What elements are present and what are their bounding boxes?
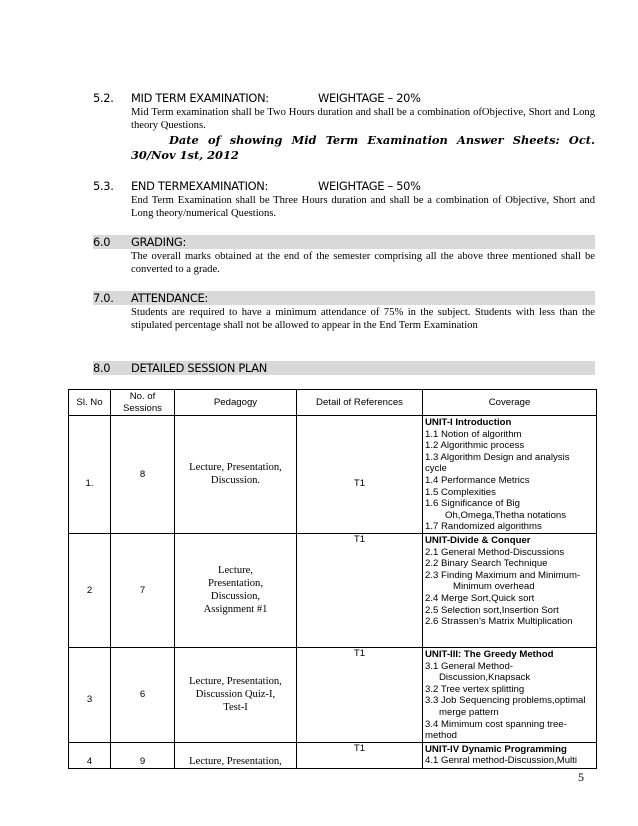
reference-cell: T1 — [297, 533, 423, 647]
section-number: 8.0 — [93, 361, 111, 375]
sl-cell: 1. — [69, 416, 111, 534]
table-header-row — [69, 390, 597, 416]
topic-item: Oh,Omega,Thetha notations — [445, 509, 567, 521]
topic-item: merge pattern — [439, 706, 499, 718]
section-weightage: WEIGHTAGE – 20% — [318, 91, 421, 105]
header-references: Detail of References — [297, 390, 423, 416]
header-coverage: Coverage — [423, 390, 597, 416]
pedagogy-cell: Lecture, Presentation, — [175, 742, 297, 768]
table-row — [69, 647, 597, 742]
section-heading — [93, 91, 595, 105]
section-title: MID TERM EXAMINATION: — [131, 91, 269, 105]
section-body: End Term Examination shall be Three Hours duration and shall be a combination of Objective, Short and Long theory/numerical Questions. — [131, 195, 595, 220]
pedagogy-cell: Lecture, Presentation, Discussion. — [175, 416, 297, 534]
topic-item: 3.3 Job Sequencing problems,optimal — [425, 695, 586, 707]
unit-title: UNIT-IV Dynamic Programming — [425, 743, 567, 755]
topic-item: 2.6 Strassen’s Matrix Multiplication — [425, 616, 573, 628]
section-heading — [93, 235, 595, 249]
section-heading — [93, 291, 595, 305]
topic-item: 2.4 Merge Sort,Quick sort — [425, 592, 535, 604]
topic-item: Minimum overhead — [453, 581, 535, 593]
section-session-plan — [93, 361, 595, 375]
header-sl-no: Sl. No — [69, 390, 111, 416]
section-mid-term — [93, 91, 595, 163]
header-sessions: No. of Sessions — [111, 390, 175, 416]
sessions-cell: 9 — [111, 742, 175, 768]
session-plan-table — [68, 389, 597, 769]
topic-item: 1.2 Algorithmic process — [425, 440, 525, 452]
section-attendance — [93, 291, 595, 333]
topic-item: 1.5 Complexities — [425, 486, 496, 498]
unit-title: UNIT-I Introduction — [425, 417, 512, 428]
topic-item: 1.3 Algorithm Design and analysis cycle — [425, 451, 570, 475]
topic-item: 1.6 Significance of Big — [425, 498, 520, 510]
sessions-cell: 7 — [111, 533, 175, 647]
reference-cell: T1 — [297, 416, 423, 534]
reference-cell: T1 — [297, 742, 423, 768]
section-heading — [93, 361, 595, 375]
topic-item: 2.2 Binary Search Technique — [425, 558, 548, 570]
section-number: 5.3. — [93, 179, 114, 193]
section-number: 7.0. — [93, 291, 114, 305]
section-body: Students are required to have a minimum attendance of 75% in the subject. Students with less than the stipulated percentage shall not be allowed to appear in the End Term Examination — [131, 307, 595, 332]
section-title: DETAILED SESSION PLAN — [131, 361, 267, 375]
topic-item: 1.1 Notion of algorithm — [425, 428, 522, 440]
section-heading — [93, 179, 595, 193]
section-title: GRADING: — [131, 235, 186, 249]
topic-item: Discussion,Knapsack — [439, 672, 531, 684]
table-row — [69, 533, 597, 647]
sl-cell: 4 — [69, 742, 111, 768]
pedagogy-cell: Lecture, Presentation, Discussion Quiz-I, Test-I — [175, 647, 297, 742]
topic-item: 3.2 Tree vertex splitting — [425, 683, 525, 695]
sl-cell: 3 — [69, 647, 111, 742]
section-number: 5.2. — [93, 91, 114, 105]
table-row — [69, 416, 597, 534]
topic-item: 1.4 Performance Metrics — [425, 474, 530, 486]
section-weightage: WEIGHTAGE – 50% — [318, 179, 421, 193]
sessions-cell: 6 — [111, 647, 175, 742]
answer-sheet-date-note: Date of showing Mid Term Examination Answer Sheets: Oct. 30/Nov 1st, 2012 — [131, 132, 595, 162]
coverage-cell — [423, 533, 597, 647]
unit-title: UNIT-III: The Greedy Method — [425, 648, 554, 660]
sessions-cell: 8 — [111, 416, 175, 534]
table-row — [69, 742, 597, 768]
topic-item: 2.1 General Method-Discussions — [425, 546, 565, 558]
section-title: END TERMEXAMINATION: — [131, 179, 269, 193]
section-end-term — [93, 179, 595, 221]
section-number: 6.0 — [93, 235, 111, 249]
topic-item: 3.4 Mimimum cost spanning tree-method — [425, 718, 567, 742]
topic-item: 2.3 Finding Maximum and Minimum- — [425, 569, 581, 581]
unit-title: UNIT-Divide & Conquer — [425, 534, 531, 546]
coverage-cell — [423, 647, 597, 742]
section-title: ATTENDANCE: — [131, 291, 208, 305]
page-number: 5 — [578, 770, 584, 784]
coverage-cell — [423, 742, 597, 768]
section-grading — [93, 235, 595, 277]
sl-cell: 2 — [69, 533, 111, 647]
topic-item: 1.7 Randomized algorithms — [425, 521, 542, 533]
topic-item: 3.1 General Method- — [425, 660, 513, 672]
coverage-cell — [423, 416, 597, 534]
reference-cell: T1 — [297, 647, 423, 742]
topic-item: 2.5 Selection sort,Insertion Sort — [425, 604, 559, 616]
header-pedagogy: Pedagogy — [175, 390, 297, 416]
section-body: Mid Term examination shall be Two Hours duration and shall be a combination ofObjective, Short and Long theory Questions. — [131, 107, 595, 132]
topic-item: 4.1 Genral method-Discussion,Multi — [425, 755, 577, 767]
section-body: The overall marks obtained at the end of the semester comprising all the above three mentioned shall be converted to a grade. — [131, 251, 595, 276]
pedagogy-cell: Lecture, Presentation, Discussion, Assignment #1 — [175, 533, 297, 647]
